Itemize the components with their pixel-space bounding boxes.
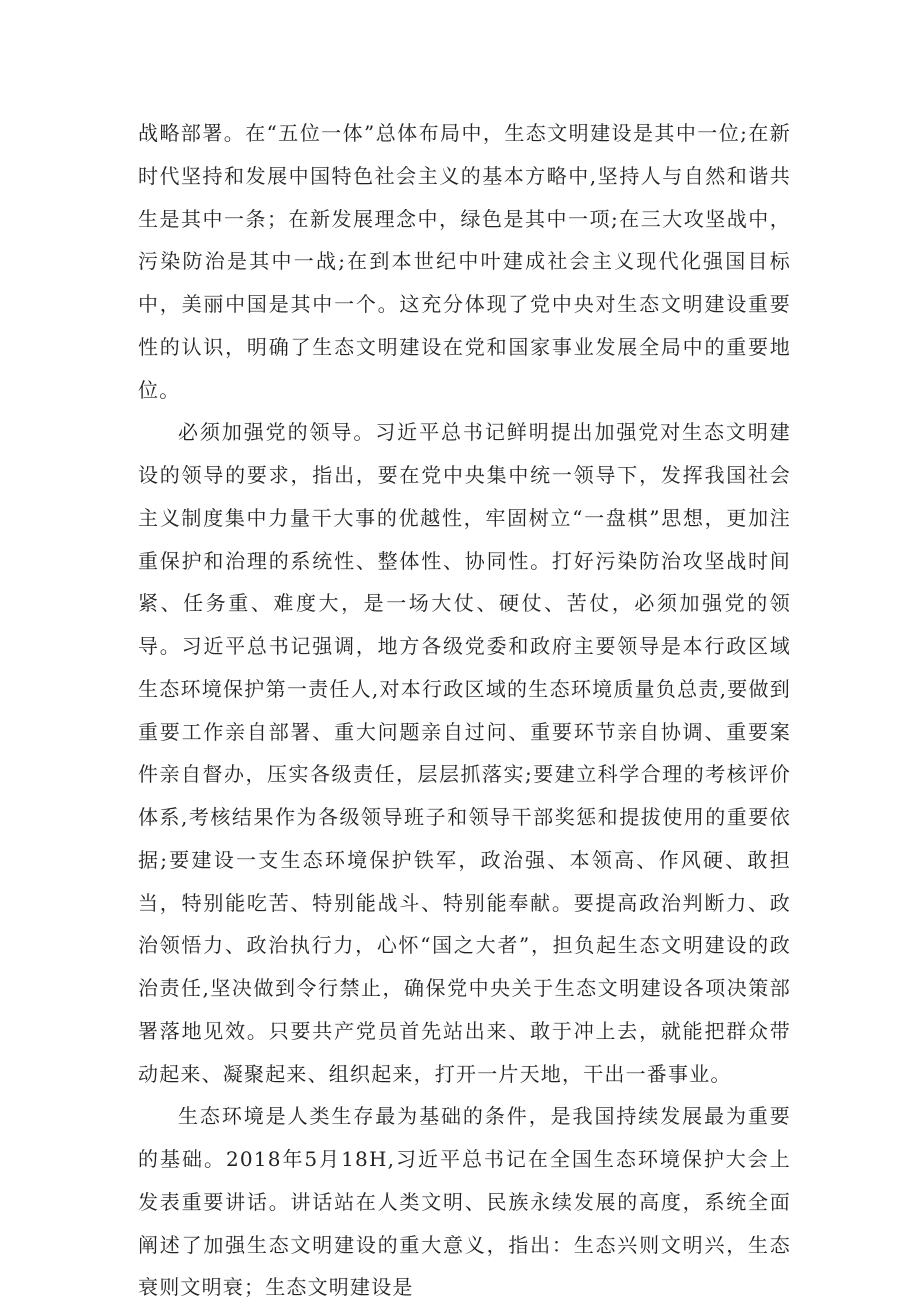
paragraph-strategic-deployment: 战略部署。在“五位一体”总体布局中，生态文明建设是其中一位;在新时代坚持和发展中国特色社会主义的基本方略中,坚持人与自然和谐共生是其中一条；在新发展理念中，绿色是其中一项;在三大攻坚战中，污染防治是其中一战;在到本世纪中叶建成社会主义现代化强国目标中，美丽中国是其中一个。这充分体现了党中央对生态文明建设重要性的认识，明确了生态文明建设在党和国家事业发展全局中的重要地位。 xyxy=(138,121,791,402)
paragraph-party-leadership: 必须加强党的领导。习近平总书记鲜明提出加强党对生态文明建设的领导的要求，指出，要在党中央集中统一领导下，发挥我国社会主义制度集中力量干大事的优越性，牢固树立“一盘棋”思想，更加注重保护和治理的系统性、整体性、协同性。打好污染防治攻坚战时间紧、任务重、难度大，是一场大仗、硬仗、苦仗，必须加强党的领导。习近平总书记强调，地方各级党委和政府主要领导是本行政区域生态环境保护第一责任人,对本行政区域的生态环境质量负总责,要做到重要工作亲自部署、重大问题亲自过问、重要环节亲自协调、重要案件亲自督办，压实各级责任，层层抓落实;要建立科学合理的考核评价体系,考核结果作为各级领导班子和领导干部奖惩和提拔使用的重要依据;要建设一支生态环境保护铁军，政治强、本领高、作风硬、敢担当，特别能吃苦、特别能战斗、特别能奉献。要提高政治判断力、政治领悟力、政治执行力，心怀“国之大者”，担负起生态文明建设的政治责任,坚决做到令行禁止，确保党中央关于生态文明建设各项决策部署落地见效。只要共产党员首先站出来、敢于冲上去，就能把群众带动起来、凝聚起来、组织起来，打开一片天地，干出一番事业。 xyxy=(138,420,791,1086)
paragraph-ecological-environment: 生态环境是人类生存最为基础的条件，是我国持续发展最为重要的基础。2018年5月18H,习近平总书记在全国生态环境保护大会上发表重要讲话。讲话站在人类文明、民族永续发展的高度，系统全面阐述了加强生态文明建设的重大意义，指出：生态兴则文明兴，生态衰则文明衰；生态文明建设是 xyxy=(138,1104,791,1300)
document-body xyxy=(138,112,791,1309)
